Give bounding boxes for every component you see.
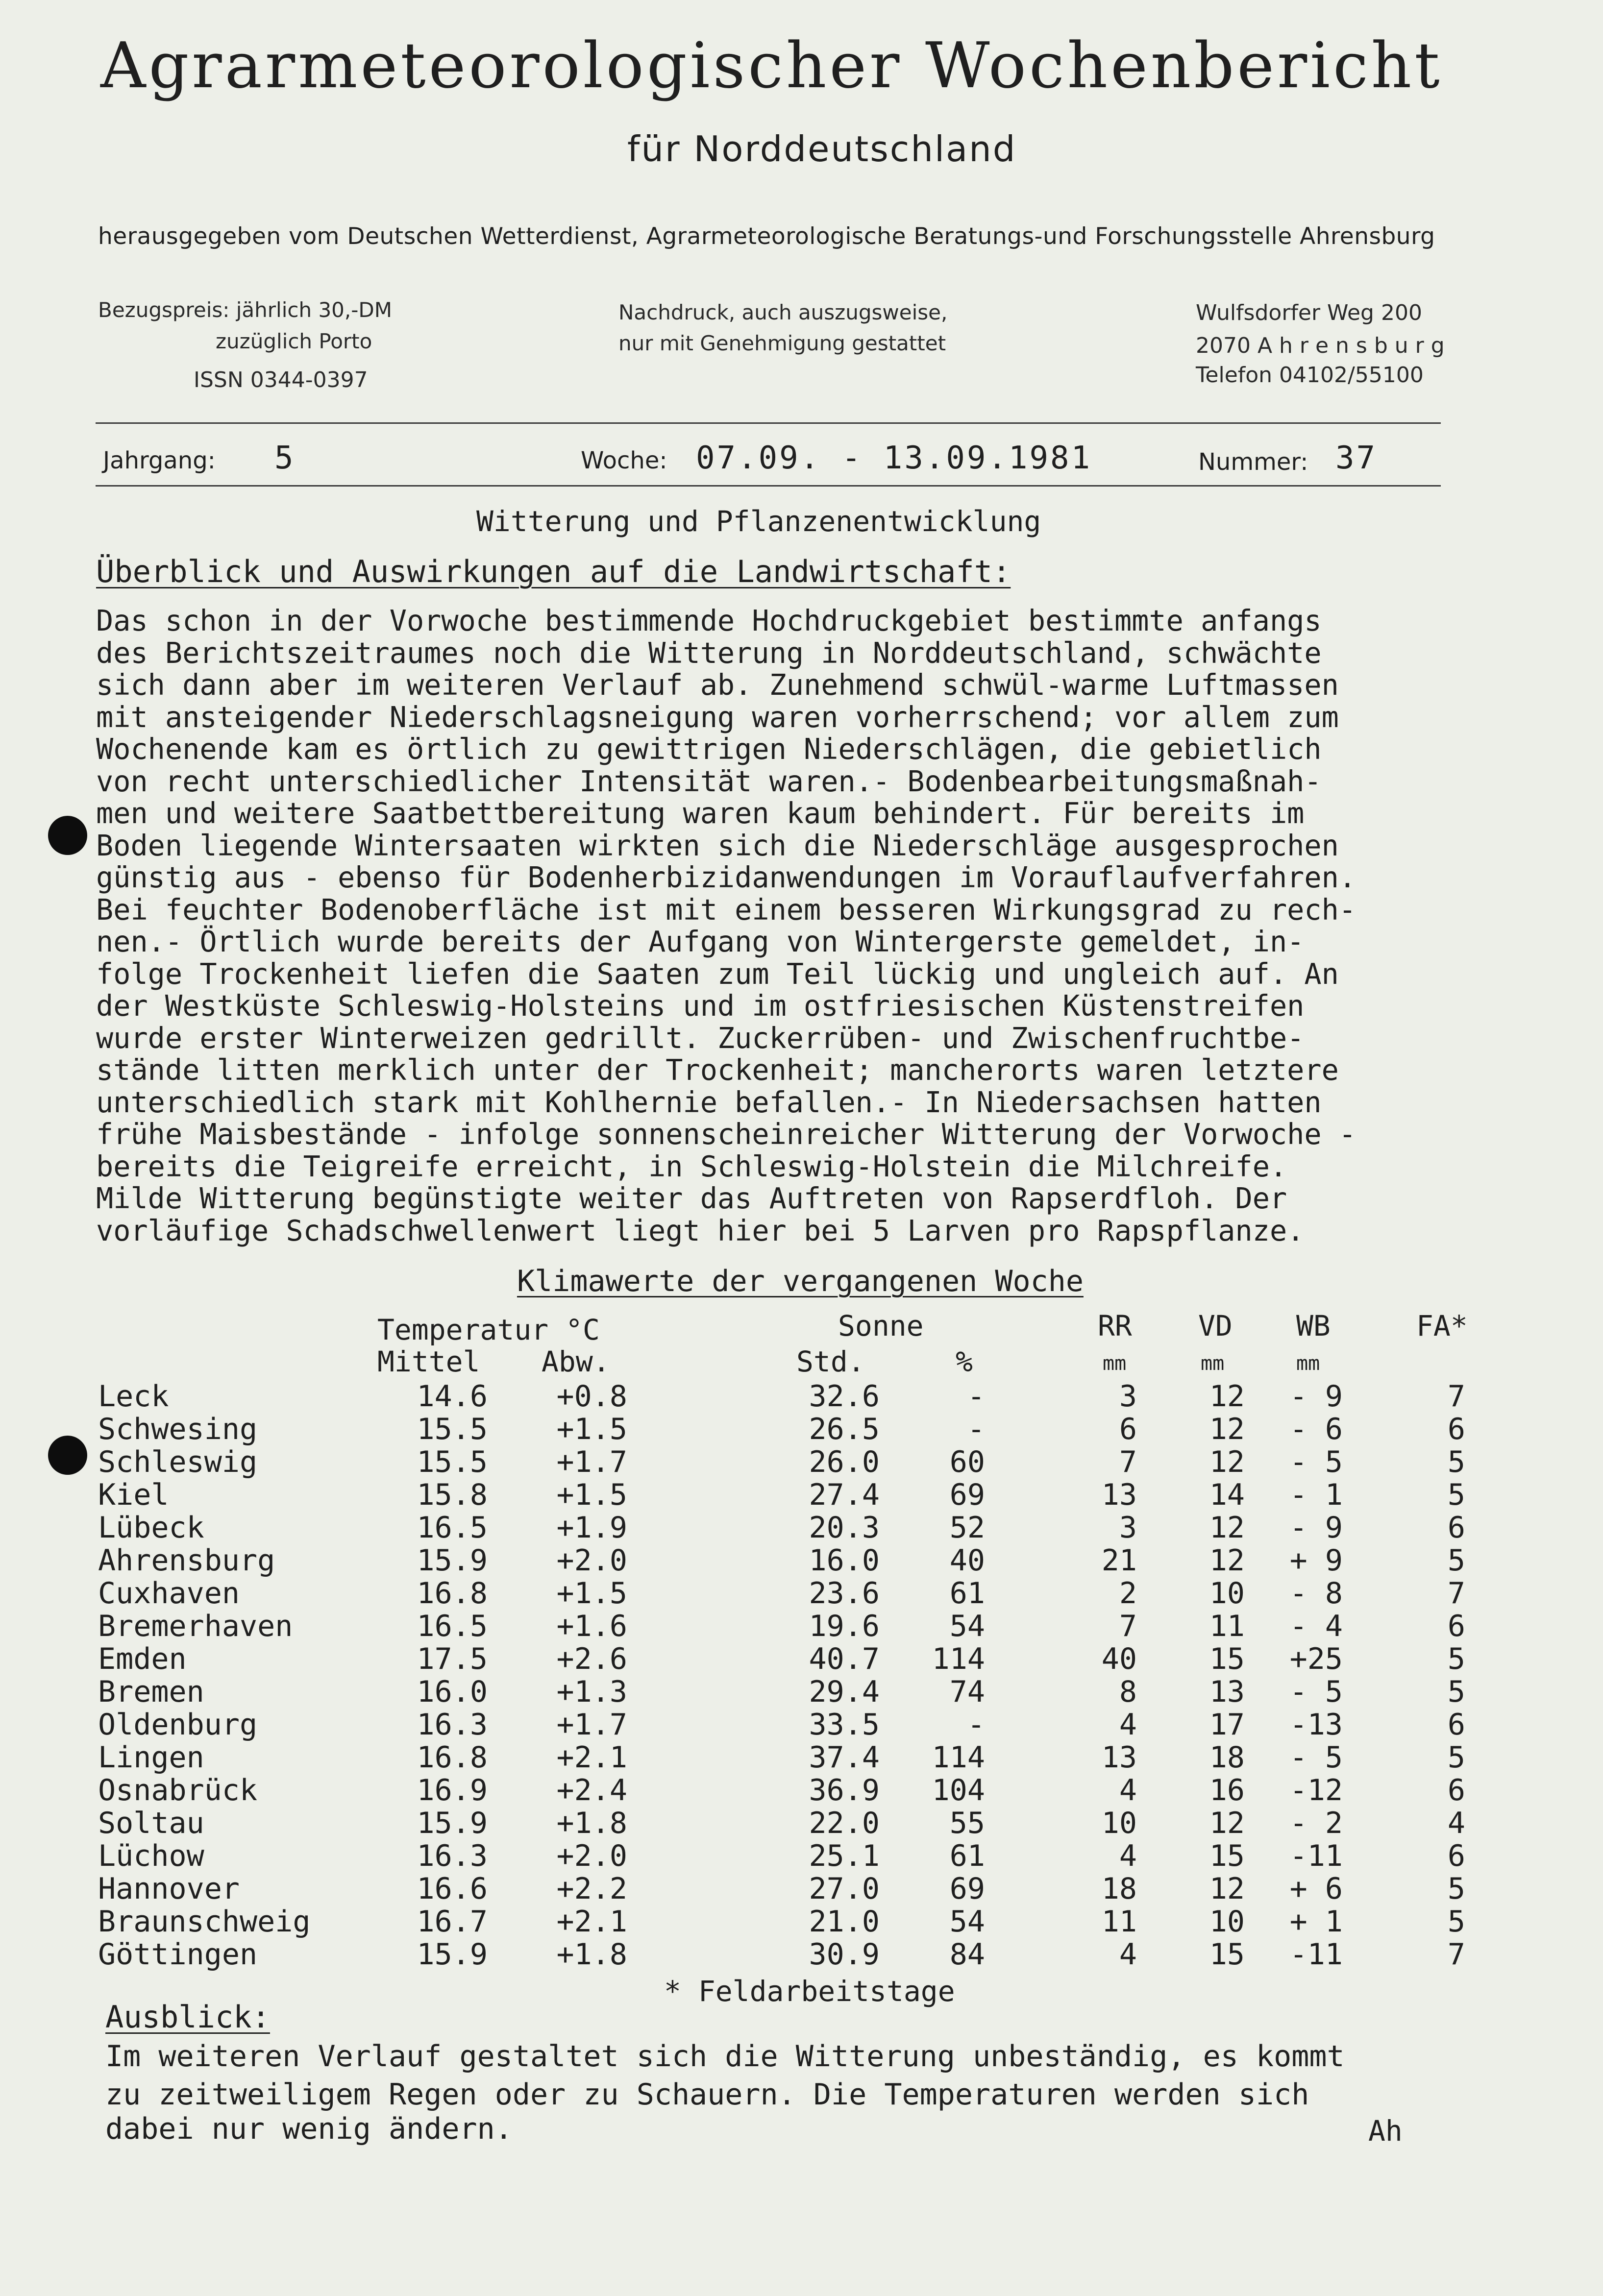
station-name: Göttingen [98, 1937, 258, 1972]
sun-hours: 37.4 [809, 1740, 880, 1775]
station-name: Emden [98, 1642, 187, 1676]
field-work-days: 5 [1447, 1543, 1465, 1578]
sun-hours: 23.6 [809, 1576, 880, 1611]
unit-rr: mm [1103, 1352, 1127, 1375]
temp-deviation: +1.7 [556, 1445, 627, 1479]
table-row [0, 1773, 1603, 1806]
water-balance: - 9 [1289, 1511, 1343, 1545]
sun-hours: 25.1 [809, 1839, 880, 1873]
precipitation: 4 [1119, 1937, 1137, 1972]
evaporation: 12 [1209, 1379, 1245, 1414]
sun-hours: 19.6 [809, 1609, 880, 1643]
precipitation: 11 [1101, 1905, 1137, 1939]
table-row [0, 1839, 1603, 1872]
sun-percent: 54 [949, 1905, 985, 1939]
evaporation: 14 [1209, 1478, 1245, 1512]
text-line: günstig aus - ebenso für Bodenherbizidanwendungen im Vorauflaufverfahren. [96, 861, 1356, 894]
field-work-days: 7 [1447, 1576, 1465, 1611]
hdr-sonne: Sonne [838, 1309, 924, 1343]
temp-deviation: +2.2 [556, 1872, 627, 1906]
field-work-days: 4 [1447, 1806, 1465, 1840]
evaporation: 12 [1209, 1806, 1245, 1840]
water-balance: - 1 [1289, 1478, 1343, 1512]
temp-deviation: +0.8 [556, 1379, 627, 1414]
temp-mean: 16.5 [417, 1511, 488, 1545]
evaporation: 15 [1209, 1642, 1245, 1676]
sun-hours: 16.0 [809, 1543, 880, 1578]
water-balance: - 4 [1289, 1609, 1343, 1643]
unit-vd: mm [1201, 1352, 1225, 1375]
hdr-pct: % [956, 1345, 973, 1378]
water-balance: - 2 [1289, 1806, 1343, 1840]
temp-mean: 16.6 [417, 1872, 488, 1906]
table-row [0, 1379, 1603, 1412]
station-name: Oldenburg [98, 1708, 258, 1742]
punch-hole [48, 816, 87, 855]
text-line: Milde Witterung begünstigte weiter das Auftreten von Rapserdfloh. Der [96, 1182, 1287, 1215]
sun-percent: 61 [949, 1576, 985, 1611]
station-name: Braunschweig [98, 1905, 311, 1939]
text-line: bereits die Teigreife erreicht, in Schleswig-Holstein die Milchreife. [96, 1149, 1287, 1183]
sun-percent: 55 [949, 1806, 985, 1840]
evaporation: 12 [1209, 1445, 1245, 1479]
table-footnote: * Feldarbeitstage [664, 1975, 955, 2008]
water-balance: - 5 [1289, 1740, 1343, 1775]
table-row [0, 1543, 1603, 1576]
temp-deviation: +2.1 [556, 1740, 627, 1775]
temp-mean: 15.8 [417, 1478, 488, 1512]
precipitation: 4 [1119, 1773, 1137, 1807]
water-balance: -12 [1289, 1773, 1343, 1807]
table-row [0, 1905, 1603, 1937]
table-title: Klimawerte der vergangenen Woche [517, 1264, 1084, 1298]
sun-percent: - [967, 1412, 985, 1446]
signature: Ah [1368, 2114, 1403, 2148]
sun-percent: - [967, 1379, 985, 1414]
woche-label: Woche: [581, 447, 667, 474]
precipitation: 6 [1119, 1412, 1137, 1446]
text-line: Boden liegende Wintersaaten wirkten sich die Niederschläge ausgesprochen [96, 829, 1339, 862]
sun-percent: 104 [932, 1773, 985, 1807]
temp-mean: 15.5 [417, 1445, 488, 1479]
temp-mean: 16.3 [417, 1839, 488, 1873]
sun-hours: 27.4 [809, 1478, 880, 1512]
temp-deviation: +2.4 [556, 1773, 627, 1807]
jahrgang-label: Jahrgang: [103, 447, 216, 474]
text-line: nen.- Örtlich wurde bereits der Aufgang von Wintergerste gemeldet, in- [96, 925, 1305, 958]
sun-percent: 52 [949, 1511, 985, 1545]
table-row [0, 1412, 1603, 1445]
precipitation: 8 [1119, 1675, 1137, 1709]
temp-deviation: +1.5 [556, 1412, 627, 1446]
sun-percent: 69 [949, 1478, 985, 1512]
field-work-days: 5 [1447, 1872, 1465, 1906]
text-line: Das schon in der Vorwoche bestimmende Hochdruckgebiet bestimmte anfangs [96, 604, 1322, 637]
sun-hours: 21.0 [809, 1905, 880, 1939]
water-balance: - 9 [1289, 1379, 1343, 1414]
station-name: Schleswig [98, 1445, 258, 1479]
evaporation: 16 [1209, 1773, 1245, 1807]
temp-mean: 16.3 [417, 1708, 488, 1742]
text-line: Wochenende kam es örtlich zu gewittrigen Niederschlägen, die gebietlich [96, 733, 1322, 766]
water-balance: + 6 [1289, 1872, 1343, 1906]
sun-hours: 32.6 [809, 1379, 880, 1414]
overview-heading: Überblick und Auswirkungen auf die Landwirtschaft: [96, 554, 1011, 589]
rule-top [96, 422, 1441, 424]
evaporation: 12 [1209, 1872, 1245, 1906]
evaporation: 15 [1209, 1937, 1245, 1972]
station-name: Cuxhaven [98, 1576, 240, 1611]
text-line: frühe Maisbestände - infolge sonnenscheinreicher Witterung der Vorwoche - [96, 1118, 1356, 1151]
sun-hours: 20.3 [809, 1511, 880, 1545]
text-line: sich dann aber im weiteren Verlauf ab. Zunehmend schwül-warme Luftmassen [96, 668, 1339, 702]
water-balance: - 8 [1289, 1576, 1343, 1611]
outlook-heading: Ausblick: [105, 1999, 270, 2035]
sun-percent: 69 [949, 1872, 985, 1906]
field-work-days: 6 [1447, 1412, 1465, 1446]
station-name: Soltau [98, 1806, 204, 1840]
sun-hours: 33.5 [809, 1708, 880, 1742]
sun-percent: 60 [949, 1445, 985, 1479]
address-line-3: Telefon 04102/55100 [1196, 363, 1424, 388]
report-subtitle: für Norddeutschland [627, 128, 1017, 170]
evaporation: 13 [1209, 1675, 1245, 1709]
hdr-fa: FA* [1416, 1309, 1468, 1343]
address-line-2: 2070 A h r e n s b u r g [1196, 333, 1445, 358]
precipitation: 4 [1119, 1839, 1137, 1873]
temp-mean: 15.9 [417, 1937, 488, 1972]
temp-deviation: +1.5 [556, 1478, 627, 1512]
temp-mean: 16.8 [417, 1576, 488, 1611]
temp-deviation: +1.5 [556, 1576, 627, 1611]
water-balance: - 5 [1289, 1675, 1343, 1709]
field-work-days: 6 [1447, 1839, 1465, 1873]
temp-deviation: +2.0 [556, 1543, 627, 1578]
station-name: Lüchow [98, 1839, 204, 1873]
text-line: unterschiedlich stark mit Kohlhernie befallen.- In Niedersachsen hatten [96, 1085, 1322, 1119]
field-work-days: 7 [1447, 1937, 1465, 1972]
table-row [0, 1937, 1603, 1970]
temp-deviation: +1.8 [556, 1806, 627, 1840]
hdr-wb: WB [1296, 1309, 1331, 1343]
outlook-line-2: zu zeitweiligem Regen oder zu Schauern. Die Temperaturen werden sich [105, 2077, 1309, 2112]
water-balance: - 6 [1289, 1412, 1343, 1446]
station-name: Ahrensburg [98, 1543, 275, 1578]
woche-value: 07.09. - 13.09.1981 [696, 440, 1092, 476]
hdr-abw: Abw. [542, 1345, 610, 1378]
price-line-2: zuzüglich Porto [216, 329, 372, 353]
sun-percent: 40 [949, 1543, 985, 1578]
text-line: stände litten merklich unter der Trockenheit; mancherorts waren letztere [96, 1053, 1339, 1087]
station-name: Bremerhaven [98, 1609, 293, 1643]
field-work-days: 5 [1447, 1740, 1465, 1775]
reprint-line-2: nur mit Genehmigung gestattet [618, 331, 946, 355]
field-work-days: 6 [1447, 1609, 1465, 1643]
table-row [0, 1708, 1603, 1740]
sun-percent: 74 [949, 1675, 985, 1709]
water-balance: - 5 [1289, 1445, 1343, 1479]
table-row [0, 1445, 1603, 1478]
evaporation: 15 [1209, 1839, 1245, 1873]
water-balance: + 9 [1289, 1543, 1343, 1578]
publisher-line: herausgegeben vom Deutschen Wetterdienst, Agrarmeteorologische Beratungs-und Forschungsstelle Ahrensburg [98, 223, 1435, 250]
station-name: Osnabrück [98, 1773, 258, 1807]
punch-hole [48, 1436, 87, 1475]
station-name: Hannover [98, 1872, 240, 1906]
overview-text [96, 605, 1556, 1247]
precipitation: 18 [1101, 1872, 1137, 1906]
sun-hours: 30.9 [809, 1937, 880, 1972]
sun-percent: 114 [932, 1740, 985, 1775]
evaporation: 12 [1209, 1511, 1245, 1545]
hdr-vd: VD [1198, 1309, 1233, 1343]
sun-percent: - [967, 1708, 985, 1742]
text-line: men und weitere Saatbettbereitung waren kaum behindert. Für bereits im [96, 797, 1305, 830]
temp-mean: 16.7 [417, 1905, 488, 1939]
field-work-days: 7 [1447, 1379, 1465, 1414]
precipitation: 13 [1101, 1740, 1137, 1775]
table-row [0, 1609, 1603, 1642]
temp-mean: 17.5 [417, 1642, 488, 1676]
temp-mean: 16.9 [417, 1773, 488, 1807]
precipitation: 7 [1119, 1445, 1137, 1479]
sun-percent: 84 [949, 1937, 985, 1972]
section-title: Witterung und Pflanzenentwicklung [476, 505, 1041, 538]
field-work-days: 6 [1447, 1511, 1465, 1545]
evaporation: 11 [1209, 1609, 1245, 1643]
precipitation: 3 [1119, 1511, 1137, 1545]
unit-wb: mm [1296, 1352, 1320, 1375]
evaporation: 18 [1209, 1740, 1245, 1775]
station-name: Schwesing [98, 1412, 258, 1446]
precipitation: 3 [1119, 1379, 1137, 1414]
temp-deviation: +2.1 [556, 1905, 627, 1939]
table-row [0, 1806, 1603, 1839]
table-row [0, 1642, 1603, 1675]
sun-percent: 54 [949, 1609, 985, 1643]
precipitation: 13 [1101, 1478, 1137, 1512]
address-line-1: Wulfsdorfer Weg 200 [1196, 300, 1422, 325]
sun-percent: 61 [949, 1839, 985, 1873]
text-line: Bei feuchter Bodenoberfläche ist mit einem besseren Wirkungsgrad zu rech- [96, 893, 1356, 927]
temp-mean: 16.8 [417, 1740, 488, 1775]
issn: ISSN 0344-0397 [194, 367, 368, 392]
text-line: von recht unterschiedlicher Intensität waren.- Bodenbearbeitungsmaßnah- [96, 764, 1322, 798]
hdr-temperature: Temperatur °C [377, 1313, 600, 1346]
field-work-days: 5 [1447, 1478, 1465, 1512]
field-work-days: 5 [1447, 1675, 1465, 1709]
precipitation: 2 [1119, 1576, 1137, 1611]
table-row [0, 1675, 1603, 1708]
temp-deviation: +2.6 [556, 1642, 627, 1676]
water-balance: -11 [1289, 1937, 1343, 1972]
sun-hours: 36.9 [809, 1773, 880, 1807]
water-balance: -11 [1289, 1839, 1343, 1873]
table-row [0, 1478, 1603, 1511]
outlook-line-1: Im weiteren Verlauf gestaltet sich die Witterung unbeständig, es kommt [105, 2039, 1345, 2074]
temp-deviation: +1.7 [556, 1708, 627, 1742]
precipitation: 10 [1101, 1806, 1137, 1840]
temp-deviation: +1.8 [556, 1937, 627, 1972]
sun-hours: 26.5 [809, 1412, 880, 1446]
temp-mean: 16.5 [417, 1609, 488, 1643]
evaporation: 12 [1209, 1412, 1245, 1446]
text-line: der Westküste Schleswig-Holsteins und im ostfriesischen Küstenstreifen [96, 989, 1305, 1023]
field-work-days: 6 [1447, 1773, 1465, 1807]
evaporation: 17 [1209, 1708, 1245, 1742]
precipitation: 40 [1101, 1642, 1137, 1676]
precipitation: 7 [1119, 1609, 1137, 1643]
temp-deviation: +1.6 [556, 1609, 627, 1643]
table-row [0, 1576, 1603, 1609]
sun-percent: 114 [932, 1642, 985, 1676]
text-line: des Berichtszeitraumes noch die Witterung in Norddeutschland, schwächte [96, 636, 1322, 670]
text-line: wurde erster Winterweizen gedrillt. Zuckerrüben- und Zwischenfruchtbe- [96, 1021, 1305, 1055]
water-balance: + 1 [1289, 1905, 1343, 1939]
temp-deviation: +2.0 [556, 1839, 627, 1873]
text-line: mit ansteigender Niederschlagsneigung waren vorherrschend; vor allem zum [96, 700, 1339, 734]
station-name: Leck [98, 1379, 169, 1414]
report-title: Agrarmeteorologischer Wochenbericht [100, 29, 1443, 102]
temp-deviation: +1.3 [556, 1675, 627, 1709]
outlook-line-3: dabei nur wenig ändern. [105, 2112, 513, 2146]
temp-mean: 15.5 [417, 1412, 488, 1446]
sun-hours: 40.7 [809, 1642, 880, 1676]
field-work-days: 5 [1447, 1905, 1465, 1939]
jahrgang-value: 5 [274, 440, 296, 476]
temp-deviation: +1.9 [556, 1511, 627, 1545]
temp-mean: 15.9 [417, 1543, 488, 1578]
hdr-std: Std. [796, 1345, 865, 1378]
table-row [0, 1740, 1603, 1773]
field-work-days: 6 [1447, 1708, 1465, 1742]
reprint-line-1: Nachdruck, auch auszugsweise, [618, 300, 948, 324]
sun-hours: 27.0 [809, 1872, 880, 1906]
price-line-1: Bezugspreis: jährlich 30,-DM [98, 298, 392, 322]
text-line: folge Trockenheit liefen die Saaten zum Teil lückig und ungleich auf. An [96, 957, 1339, 991]
temp-mean: 15.9 [417, 1806, 488, 1840]
sun-hours: 26.0 [809, 1445, 880, 1479]
evaporation: 10 [1209, 1576, 1245, 1611]
field-work-days: 5 [1447, 1642, 1465, 1676]
nummer-label: Nummer: [1198, 448, 1308, 476]
precipitation: 21 [1101, 1543, 1137, 1578]
station-name: Lingen [98, 1740, 204, 1775]
field-work-days: 5 [1447, 1445, 1465, 1479]
evaporation: 12 [1209, 1543, 1245, 1578]
station-name: Lübeck [98, 1511, 204, 1545]
sun-hours: 29.4 [809, 1675, 880, 1709]
water-balance: +25 [1289, 1642, 1343, 1676]
temp-mean: 14.6 [417, 1379, 488, 1414]
hdr-rr: RR [1098, 1309, 1132, 1343]
temp-mean: 16.0 [417, 1675, 488, 1709]
table-row [0, 1872, 1603, 1905]
station-name: Kiel [98, 1478, 169, 1512]
nummer-value: 37 [1335, 440, 1378, 476]
station-name: Bremen [98, 1675, 204, 1709]
evaporation: 10 [1209, 1905, 1245, 1939]
table-row [0, 1511, 1603, 1543]
water-balance: -13 [1289, 1708, 1343, 1742]
sun-hours: 22.0 [809, 1806, 880, 1840]
hdr-mittel: Mittel [377, 1345, 480, 1378]
text-line: vorläufige Schadschwellenwert liegt hier bei 5 Larven pro Rapspflanze. [96, 1214, 1305, 1247]
precipitation: 4 [1119, 1708, 1137, 1742]
rule-bottom [96, 485, 1441, 487]
